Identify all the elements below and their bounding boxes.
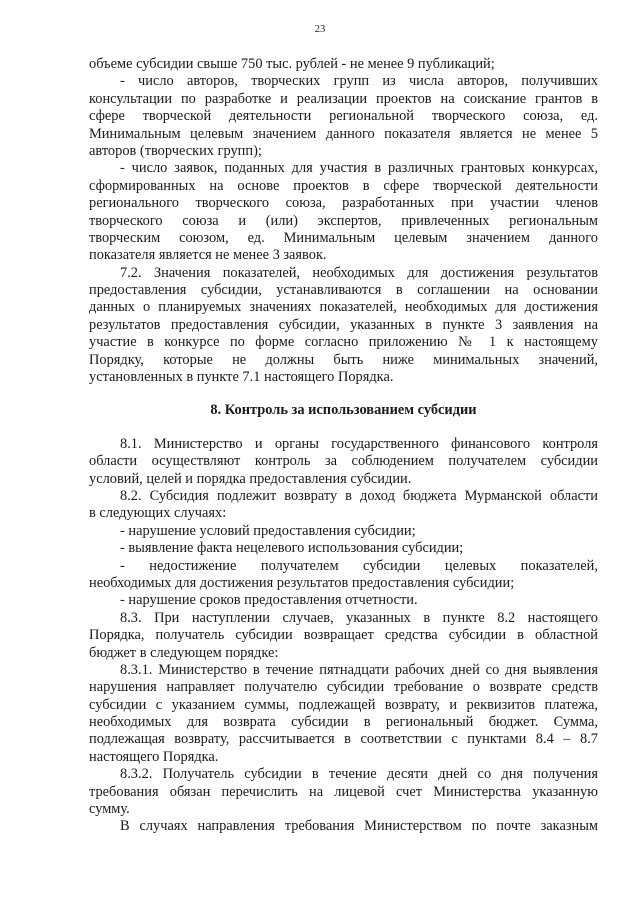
text-line: установленных в пункте 7.1 настоящего Порядка. <box>89 369 394 386</box>
text-line: регионального творческого союза, разработанных при участии членов <box>89 195 598 212</box>
text-line: консультации по разработке и реализации проектов на соискание грантов в <box>89 90 598 107</box>
text-line: авторов (творческих групп); <box>89 142 262 159</box>
text-line: бюджет в следующем порядке: <box>89 644 279 661</box>
text-line: показателя является не менее 3 заявок. <box>89 247 327 264</box>
text-line: творческим союзом, ед. Минимальным целевым значением данного <box>89 229 598 246</box>
text-line: Минимальным целевым значением данного показателя является не менее 5 <box>89 125 598 142</box>
text-line: в следующих случаях: <box>89 505 227 522</box>
text-line: необходимых для возврата субсидии в региональный бюджет. Сумма, <box>89 714 598 731</box>
text-line: 8.2. Субсидия подлежит возврату в доход бюджета Мурманской области <box>120 487 598 504</box>
text-line: условий, целей и порядка предоставления субсидии. <box>89 470 412 487</box>
text-line: предоставления субсидии, устанавливаются в соглашении на основании <box>89 282 598 299</box>
text-line: - нарушение условий предоставления субсидии; <box>120 522 416 539</box>
text-line: области осуществляют контроль за соблюдением получателем субсидии <box>89 453 598 470</box>
text-line: - выявление факта нецелевого использования субсидии; <box>120 540 464 557</box>
text-line: сформированных на основе проектов в сфере творческой деятельности <box>89 177 598 194</box>
text-line: субсидии с указанием суммы, подлежащей возврату, и реквизитов платежа, <box>89 696 598 713</box>
paragraph-gap <box>89 386 598 402</box>
text-line: результатов предоставления субсидии, указанных в пункте 3 заявления на <box>89 316 598 333</box>
text-line: подлежащая возврату, рассчитывается в соответствии с пунктами 8.4 – 8.7 <box>89 731 598 748</box>
text-line: 7.2. Значения показателей, необходимых для достижения результатов <box>120 264 598 281</box>
page-number: 23 <box>314 24 326 35</box>
text-line: 8.3. При наступлении случаев, указанных в пункте 8.2 настоящего <box>120 609 598 626</box>
text-line: - число авторов, творческих групп из числа авторов, получивших <box>120 73 598 90</box>
text-line: - число заявок, поданных для участия в различных грантовых конкурсах, <box>120 160 598 177</box>
text-line: объеме субсидии свыше 750 тыс. рублей - не менее 9 публикаций; <box>89 56 495 72</box>
text-line: 8.3.2. Получатель субсидии в течение десяти дней со дня получения <box>120 766 598 783</box>
text-line: творческого союза и (или) экспертов, привлеченных региональным <box>89 212 598 229</box>
text-line: 8.3.1. Министерство в течение пятнадцати рабочих дней со дня выявления <box>120 661 598 678</box>
text-line: необходимых для достижения результатов предоставления субсидии; <box>89 574 515 591</box>
text-line: нарушения направляет получателю субсидии требование о возврате средств <box>89 679 598 696</box>
text-line: Порядку, которые не должны быть ниже минимальных значений, <box>89 351 598 368</box>
text-line: сфере творческой деятельности региональной творческого союза, ед. <box>89 108 598 125</box>
text-line: сумму. <box>89 801 130 818</box>
text-line: - недостижение получателем субсидии целевых показателей, <box>120 557 598 574</box>
document-body <box>89 56 598 836</box>
text-line: Порядка, получатель субсидии возвращает средства субсидии в областной <box>89 627 598 644</box>
text-line: настоящего Порядка. <box>89 748 219 765</box>
text-line: 8.1. Министерство и органы государственного финансового контроля <box>120 435 598 452</box>
text-line: требования обязан перечислить на лицевой счет Министерства указанную <box>89 783 598 800</box>
text-line: участие в конкурсе по форме согласно приложению № 1 к настоящему <box>89 334 598 351</box>
text-line: данных о планируемых значениях показателей, необходимых для достижения <box>89 299 598 316</box>
text-line: В случаях направления требования Министерством по почте заказным <box>120 818 598 835</box>
section-heading: 8. Контроль за использованием субсидии <box>210 402 477 419</box>
text-line: - нарушение сроков предоставления отчетности. <box>120 592 418 609</box>
paragraph-gap <box>89 420 598 436</box>
